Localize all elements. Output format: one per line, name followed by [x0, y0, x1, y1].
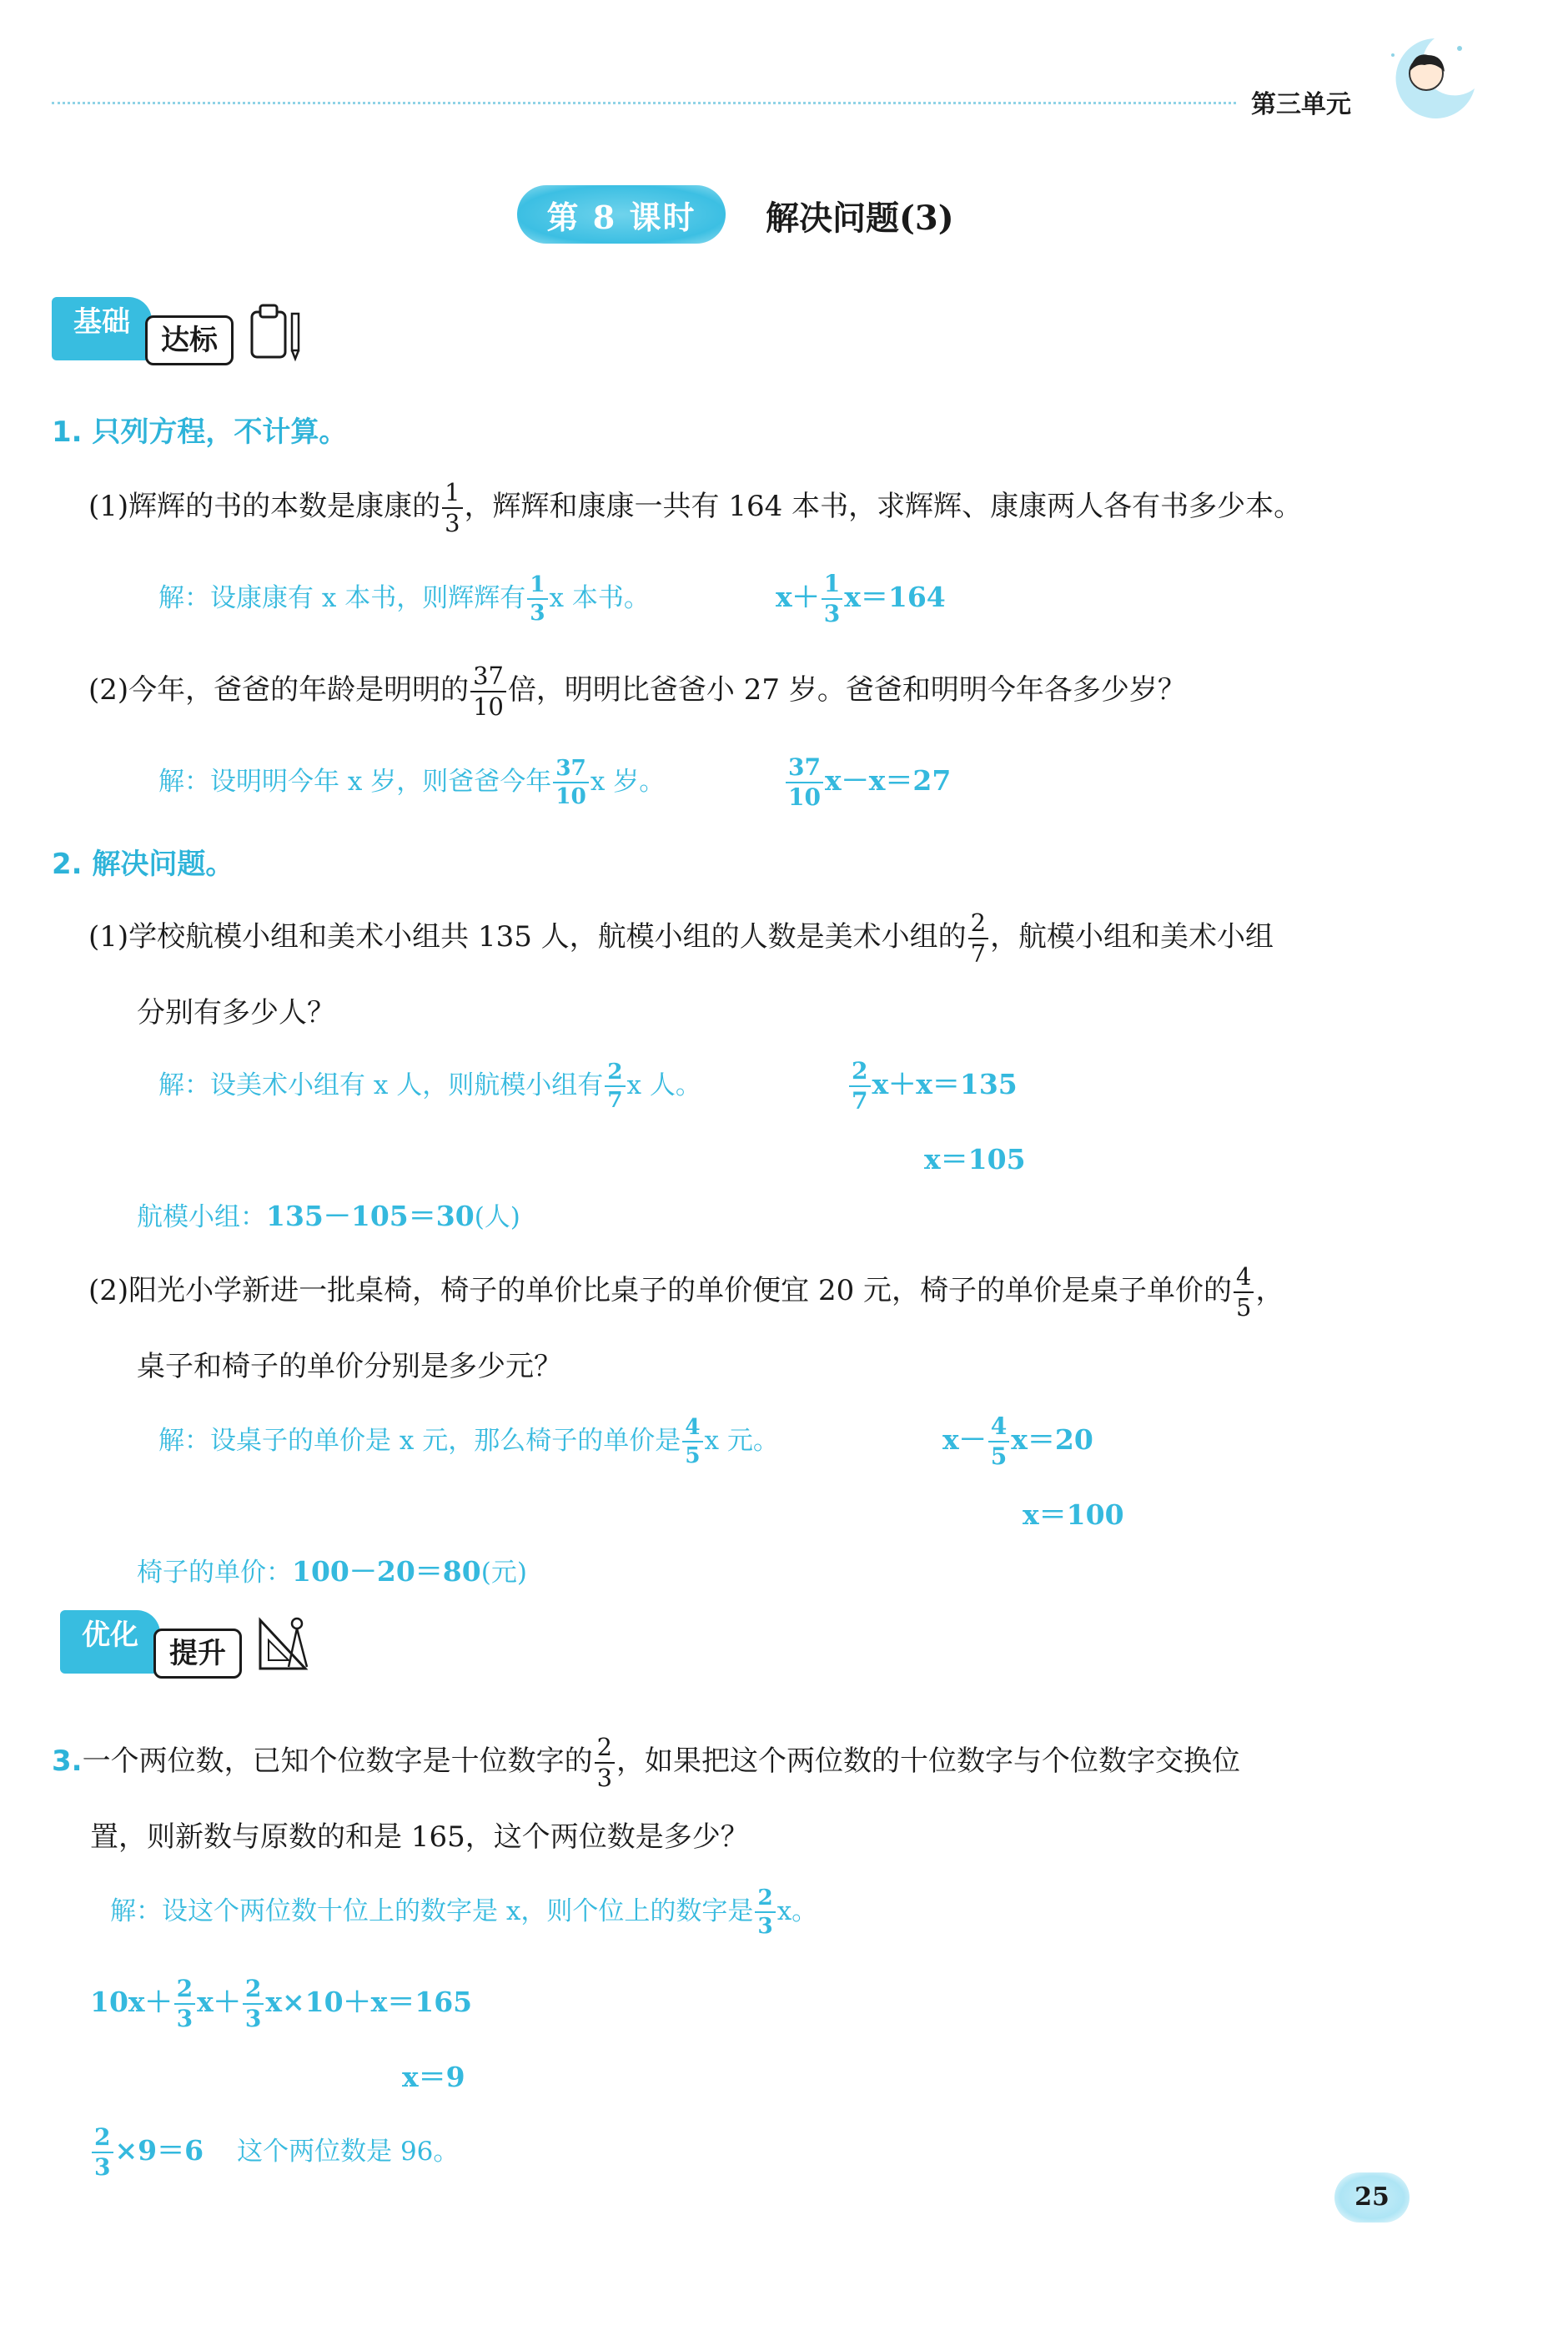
q3-text: 3.一个两位数，已知个位数字是十位数字的 $\frac{2}{3}$ ，如果把这个两位数的十位数字与个位数字交换位	[52, 1733, 1240, 1792]
lesson-badge: 第 8 课时	[517, 185, 726, 244]
q2-part2-result: 椅子的单价：100－20＝80(元)	[137, 1555, 527, 1588]
q1-part1-equation: x＋ $\frac{1}{3}$ x＝164	[776, 570, 946, 628]
q2-part1-equation: $\frac{2}{7}$ x＋x＝135	[847, 1060, 1018, 1113]
page-number: 25	[1334, 2172, 1410, 2223]
q3-answer: 解：设这个两位数十位上的数字是 x，则个位上的数字是 $\frac{2}{3}$ x。	[110, 1885, 818, 1940]
header-divider	[52, 102, 1236, 104]
q2-part1-text: (1)学校航模小组和美术小组共 135 人，航模小组的人数是美术小组的 $\frac{2}{7}$ ，航模小组和美术小组	[88, 909, 1274, 968]
q3-solution: x＝9	[402, 2061, 465, 2093]
section-tag-part-a: 基础	[52, 297, 152, 360]
q3-result: $\frac{2}{3}$ ×9＝6 这个两位数是 96。	[90, 2126, 459, 2179]
lesson-title: 解决问题(3)	[766, 199, 954, 238]
q2-part2-text: (2)阳光小学新进一批桌椅，椅子的单价比桌子的单价便宜 20 元，椅子的单价是桌子单价的 $\frac{4}{5}$ ，	[88, 1262, 1284, 1322]
q3-equation: 10x＋ $\frac{2}{3}$ x＋ $\frac{2}{3}$ x×10＋x＝165	[90, 1975, 473, 2033]
section-tag-part-b: 提升	[153, 1629, 242, 1679]
q1-part1-text: (1)辉辉的书的本数是康康的 $\frac{1}{3}$ ，辉辉和康康一共有 164 本书，求辉辉、康康两人各有书多少本。	[88, 478, 1303, 537]
q1-part1-answer: 解：设康康有 x 本书，则辉辉有 $\frac{1}{3}$ x 本书。	[158, 571, 650, 627]
q1-part2-equation: $\frac{37}{10}$ x－x＝27	[784, 756, 951, 809]
q2-part2-text-cont: 桌子和椅子的单价分别是多少元？	[137, 1350, 562, 1383]
q2-part1-solution: x＝105	[924, 1143, 1026, 1176]
clipboard-icon	[247, 300, 305, 364]
moon-girl-icon	[1376, 30, 1485, 122]
q1-part2-text: (2)今年，爸爸的年龄是明明的 $\frac{37}{10}$ 倍，明明比爸爸小 27 岁。爸爸和明明今年各多少岁？	[88, 662, 1186, 721]
q3-text-cont: 置，则新数与原数的和是 165，这个两位数是多少？	[90, 1820, 749, 1854]
q2-part1-answer: 解：设美术小组有 x 人，则航模小组有 $\frac{2}{7}$ x 人。	[158, 1059, 701, 1114]
section-tag-part-b: 达标	[145, 315, 234, 365]
q2-part2-equation: x－ $\frac{4}{5}$ x＝20	[942, 1412, 1093, 1471]
q1-heading: 1. 只列方程，不计算。	[52, 415, 348, 449]
ruler-compass-icon	[255, 1612, 315, 1675]
q2-part2-solution: x＝100	[1023, 1498, 1124, 1531]
q2-heading: 2. 解决问题。	[52, 848, 234, 881]
q2-part2-answer: 解：设桌子的单价是 x 元，那么椅子的单价是 $\frac{4}{5}$ x 元。	[158, 1414, 779, 1469]
unit-label: 第三单元	[1251, 90, 1351, 119]
section-tag-part-a: 优化	[60, 1610, 160, 1674]
q2-part1-result: 航模小组：135－105＝30(人)	[137, 1200, 520, 1232]
q1-part2-answer: 解：设明明今年 x 岁，则爸爸今年 $\frac{37}{10}$ x 岁。	[158, 755, 666, 810]
q2-part1-text-cont: 分别有多少人？	[137, 996, 335, 1030]
